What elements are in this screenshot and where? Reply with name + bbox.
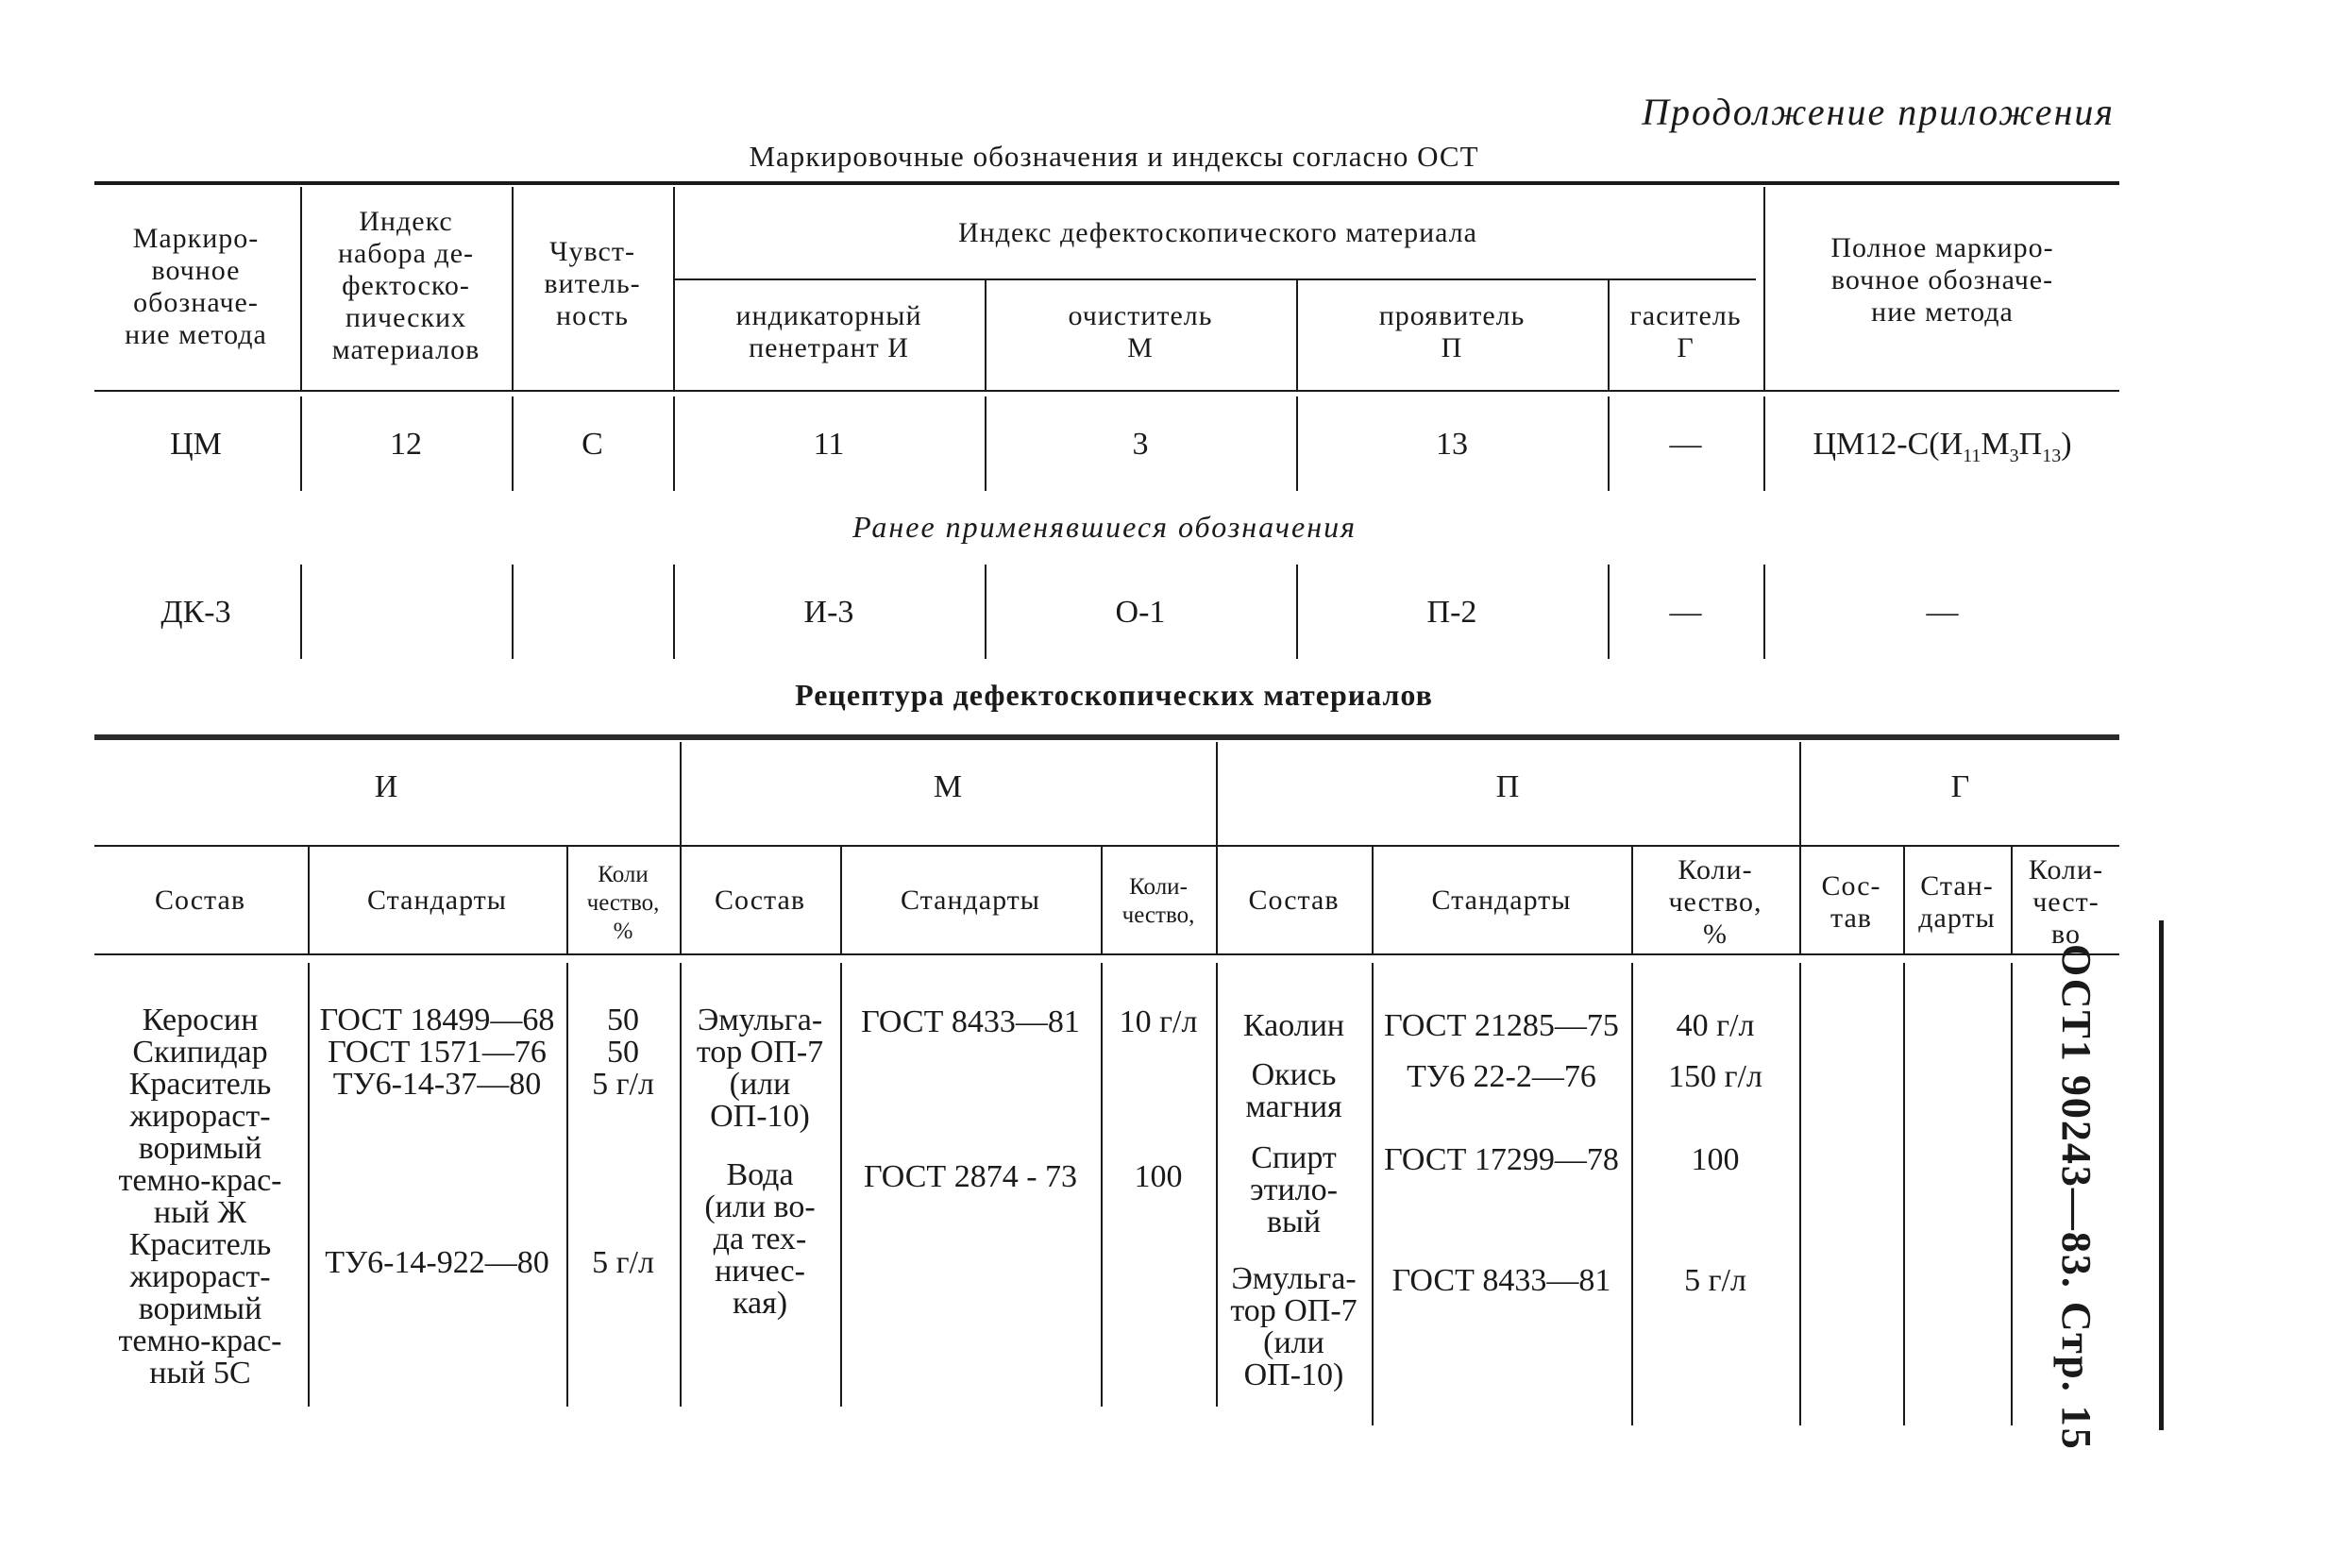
- row-marking: ДК-3: [160, 595, 231, 630]
- p-standard-3: ГОСТ 17299—78: [1384, 1142, 1619, 1177]
- list-item: 50: [607, 1003, 639, 1037]
- table1-header-bottom-rule: [94, 390, 2119, 392]
- m-composition-top: Эмульга- тор ОП-7 (или ОП-10): [696, 1003, 824, 1134]
- p-quantity-2: 150 г/л: [1668, 1059, 1762, 1094]
- col-divider: [300, 565, 302, 659]
- group-p-header: П: [1495, 769, 1520, 804]
- table2-header-bottom-rule: [94, 953, 2119, 955]
- row-sensitivity: С: [582, 427, 603, 462]
- row-developer: 13: [1436, 427, 1468, 462]
- p-standard-1: ГОСТ 21285—75: [1384, 1008, 1619, 1043]
- i-quantity-list: [568, 1004, 678, 1101]
- col-divider: [1903, 963, 1905, 1425]
- p-quantity-1: 40 г/л: [1676, 1008, 1755, 1043]
- sub-indicator-header: индикаторный пенетрант И: [735, 300, 922, 363]
- sub-p-quantity: Коли- чество, %: [1668, 854, 1762, 950]
- m-quantity-top: 10 г/л: [1119, 1004, 1198, 1039]
- m-standard-top: ГОСТ 8433—81: [861, 1004, 1080, 1039]
- list-item: 5 г/л: [592, 1067, 654, 1102]
- p-composition-magnesia: Окись магния: [1245, 1057, 1342, 1124]
- list-item: темно-крас-: [118, 1163, 282, 1198]
- sub-p-composition: Состав: [1248, 885, 1340, 916]
- p-composition-kaolin: Каолин: [1242, 1008, 1345, 1043]
- group-m-header: М: [933, 769, 963, 804]
- sub-quencher-header: гаситель Г: [1629, 300, 1742, 363]
- m-composition-bottom: Вода (или во- да тех- ничес- кая): [704, 1157, 816, 1321]
- i-quantity-bottom: 5 г/л: [592, 1245, 654, 1280]
- m-quantity-bottom: 100: [1134, 1159, 1183, 1194]
- i-standard-bottom: ТУ6-14-922—80: [325, 1245, 549, 1280]
- sub-g-quantity: Коли- чест- во: [2028, 854, 2104, 950]
- list-item: темно-крас-: [118, 1324, 282, 1358]
- i-composition-list: [94, 1004, 306, 1390]
- col-full-header: Полное маркиро- вочное обозначе- ние метода: [1830, 232, 2054, 328]
- row-cleaner: О-1: [1115, 595, 1166, 630]
- list-item: ГОСТ 1571—76: [328, 1035, 547, 1070]
- list-item: ный Ж: [153, 1195, 247, 1230]
- p-composition-alcohol: Спирт этило- вый: [1250, 1140, 1338, 1239]
- table2-title: Рецептура дефектоскопических материалов: [795, 678, 1433, 712]
- p-standard-2: ТУ6 22-2—76: [1407, 1059, 1596, 1094]
- list-item: ный 5С: [149, 1356, 251, 1391]
- row-quencher: —: [1669, 595, 1702, 630]
- list-item: жирораст-: [129, 1099, 271, 1134]
- col-sensitivity-header: Чувст- витель- ность: [544, 236, 641, 331]
- table2-group-rule: [94, 845, 2119, 847]
- sub-cleaner-header: очиститель М: [1068, 300, 1213, 363]
- list-item: Краситель: [128, 1227, 272, 1262]
- col-divider: [2011, 963, 2013, 1425]
- col-marking-header: Маркиро- вочное обозначе- ние метода: [125, 223, 267, 350]
- group-i-header: И: [374, 769, 398, 804]
- row-cleaner: 3: [1132, 427, 1149, 462]
- table1-title: Маркировочные обозначения и индексы согласно ОСТ: [749, 140, 1479, 173]
- sub-p-standards: Стандарты: [1431, 885, 1572, 916]
- m-standard-bottom: ГОСТ 2874 - 73: [863, 1159, 1078, 1194]
- sub-i-composition: Состав: [154, 885, 246, 916]
- col-set-index-header: Индекс набора де- фектоско- пических материалов: [331, 206, 481, 365]
- sub-m-composition: Состав: [714, 885, 806, 916]
- p-standard-4: ГОСТ 8433—81: [1391, 1263, 1611, 1298]
- row-developer: П-2: [1426, 595, 1477, 630]
- sub-developer-header: проявитель П: [1378, 300, 1526, 363]
- list-item: Краситель: [128, 1067, 272, 1102]
- list-item: 50: [607, 1035, 639, 1070]
- previous-designations-title: Ранее применявшиеся обозначения: [852, 510, 1357, 544]
- sub-g-composition: Сос- тав: [1821, 870, 1881, 934]
- sub-m-standards: Стандарты: [901, 885, 1040, 916]
- table1-top-rule: [94, 181, 2119, 185]
- list-item: воримый: [138, 1291, 262, 1326]
- list-item: жирораст-: [129, 1259, 271, 1294]
- col-material-index-header: Индекс дефектоскопического материала: [958, 217, 1477, 248]
- p-composition-emulsifier: Эмульга- тор ОП-7 (или ОП-10): [1230, 1261, 1357, 1392]
- p-quantity-3: 100: [1691, 1142, 1740, 1177]
- continuation-caption: Продолжение приложения: [1642, 91, 2115, 133]
- table1-subheader-rule: [675, 278, 1756, 280]
- sub-m-quantity: Коли- чество,: [1121, 874, 1195, 928]
- i-standards-list: [310, 1004, 565, 1101]
- list-item: Скипидар: [132, 1035, 268, 1070]
- row-full-designation: —: [1926, 595, 1959, 630]
- list-item: воримый: [138, 1131, 262, 1166]
- row-indicator: 11: [813, 427, 845, 462]
- col-divider: [1799, 963, 1801, 1425]
- sub-i-quantity: Коли чество, %: [586, 862, 660, 944]
- p-quantity-4: 5 г/л: [1684, 1263, 1746, 1298]
- sub-i-standards: Стандарты: [367, 885, 507, 916]
- col-divider: [512, 565, 514, 659]
- table2-top-rule: [94, 734, 2119, 740]
- row-full-designation: $ЦМ12-С(И_{11}М_3П_{13})$: [1813, 427, 2072, 466]
- group-g-header: Г: [1950, 769, 1970, 804]
- list-item: Керосин: [142, 1003, 259, 1037]
- side-rule: [2159, 920, 2164, 1430]
- sub-g-standards: Стан- дарты: [1918, 870, 1996, 934]
- side-page-code: ОСТ1 90243—83. Стр. 15: [2053, 944, 2099, 1451]
- row-quencher: —: [1669, 427, 1702, 462]
- list-item: ГОСТ 18499—68: [319, 1003, 555, 1037]
- list-item: ТУ6-14-37—80: [332, 1067, 542, 1102]
- row-indicator: И-3: [803, 595, 854, 630]
- row-set-index: 12: [390, 427, 422, 462]
- row-marking: ЦМ: [170, 427, 222, 462]
